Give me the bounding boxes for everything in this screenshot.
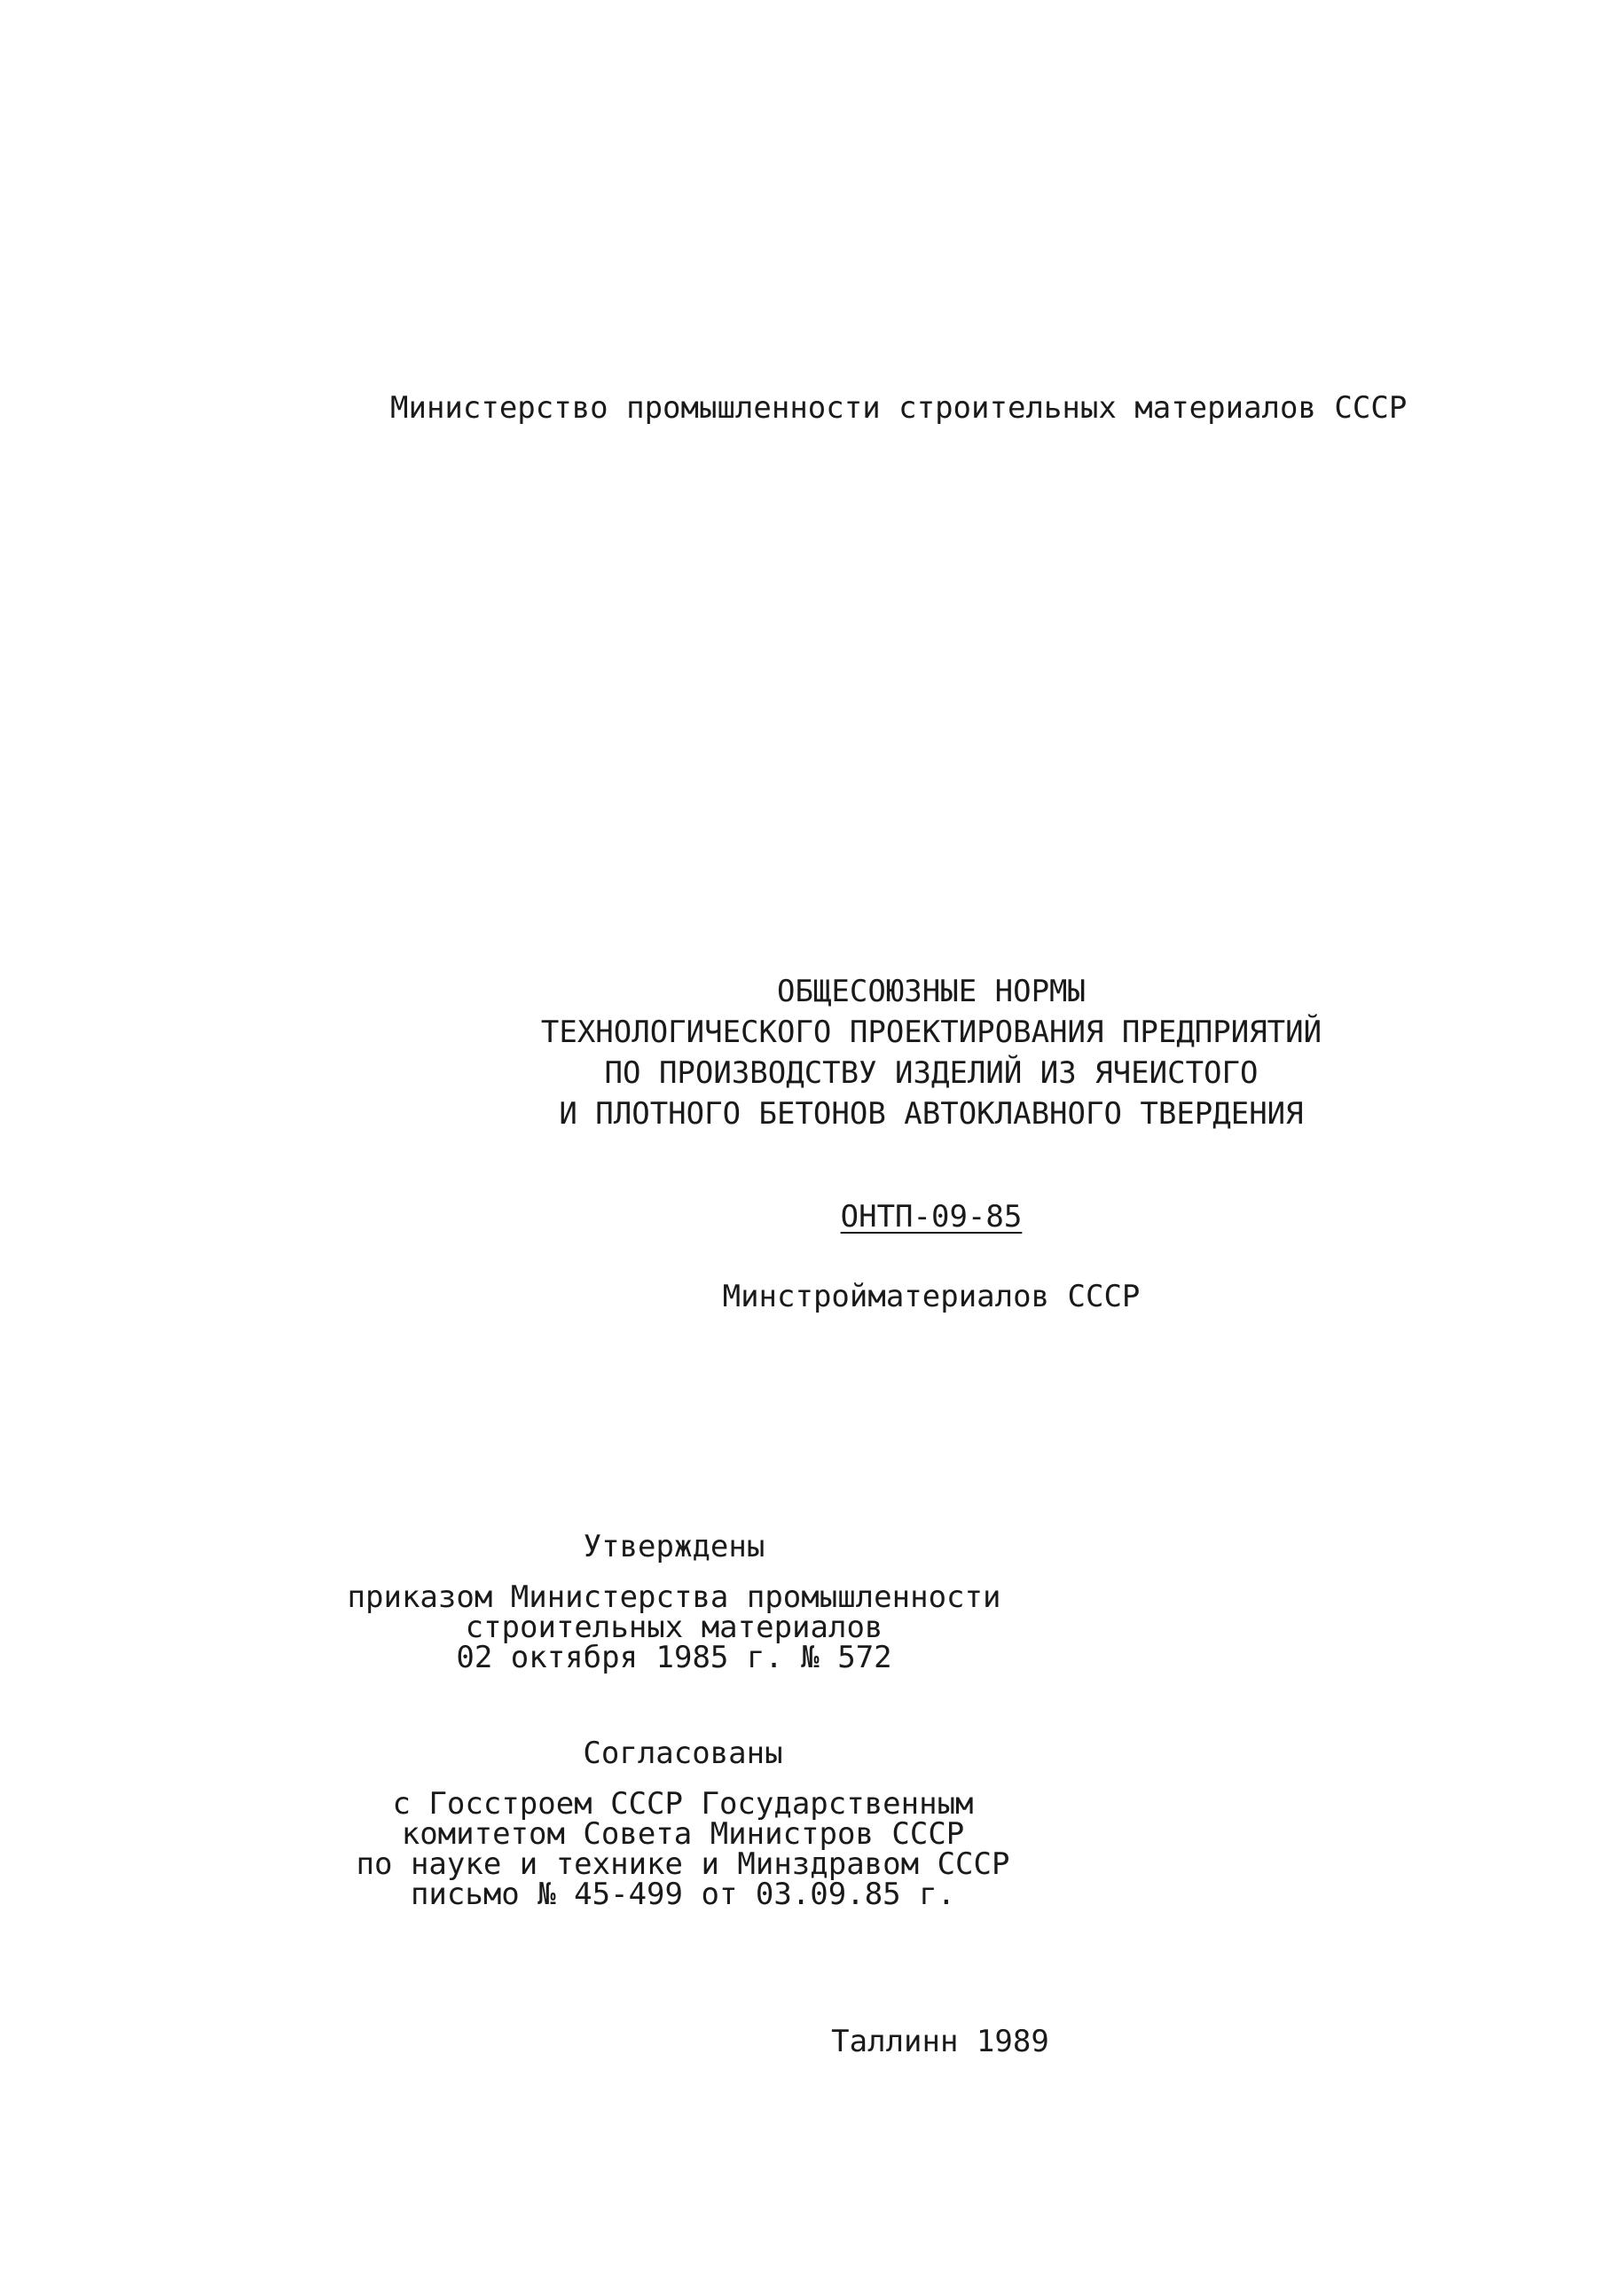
agreement-heading: Согласованы — [583, 1736, 783, 1771]
title-line: ОБЩЕСОЮЗНЫЕ НОРМЫ — [777, 974, 1086, 1009]
publisher: Минстройматериалов СССР — [722, 1279, 1141, 1314]
approval-line: приказом Министерства промышленности — [347, 1579, 1001, 1615]
document-code — [497, 1199, 1366, 1235]
agreement-block — [302, 1734, 1064, 1912]
document-code-text: ОНТП-09-85 — [840, 1199, 1023, 1235]
approval-block — [302, 1527, 1047, 1673]
agreement-line: письмо № 45-499 от 03.09.85 г. — [410, 1877, 956, 1912]
ministry-header: Министерство промышленности строительных материалов СССР — [390, 390, 1408, 426]
agreement-line: комитетом Совета Министров СССР — [401, 1816, 965, 1852]
agreement-line: с Госстроем СССР Государственным — [392, 1786, 974, 1822]
approval-line: 02 октября 1985 г. № 572 — [456, 1640, 892, 1675]
approval-line: строительных материалов — [465, 1610, 883, 1645]
city-year: Таллинн 1989 — [831, 2024, 1049, 2059]
title-line: ТЕХНОЛОГИЧЕСКОГО ПРОЕКТИРОВАНИЯ ПРЕДПРИЯТИЙ — [540, 1015, 1322, 1050]
document-title — [497, 971, 1366, 1134]
approval-heading: Утверждены — [583, 1529, 765, 1564]
agreement-line: по науке и технике и Минздравом СССР — [356, 1846, 1010, 1882]
title-line: ПО ПРОИЗВОДСТВУ ИЗДЕЛИЙ ИЗ ЯЧЕИСТОГО — [604, 1055, 1259, 1091]
title-line: И ПЛОТНОГО БЕТОНОВ АВТОКЛАВНОГО ТВЕРДЕНИЯ — [559, 1096, 1304, 1132]
